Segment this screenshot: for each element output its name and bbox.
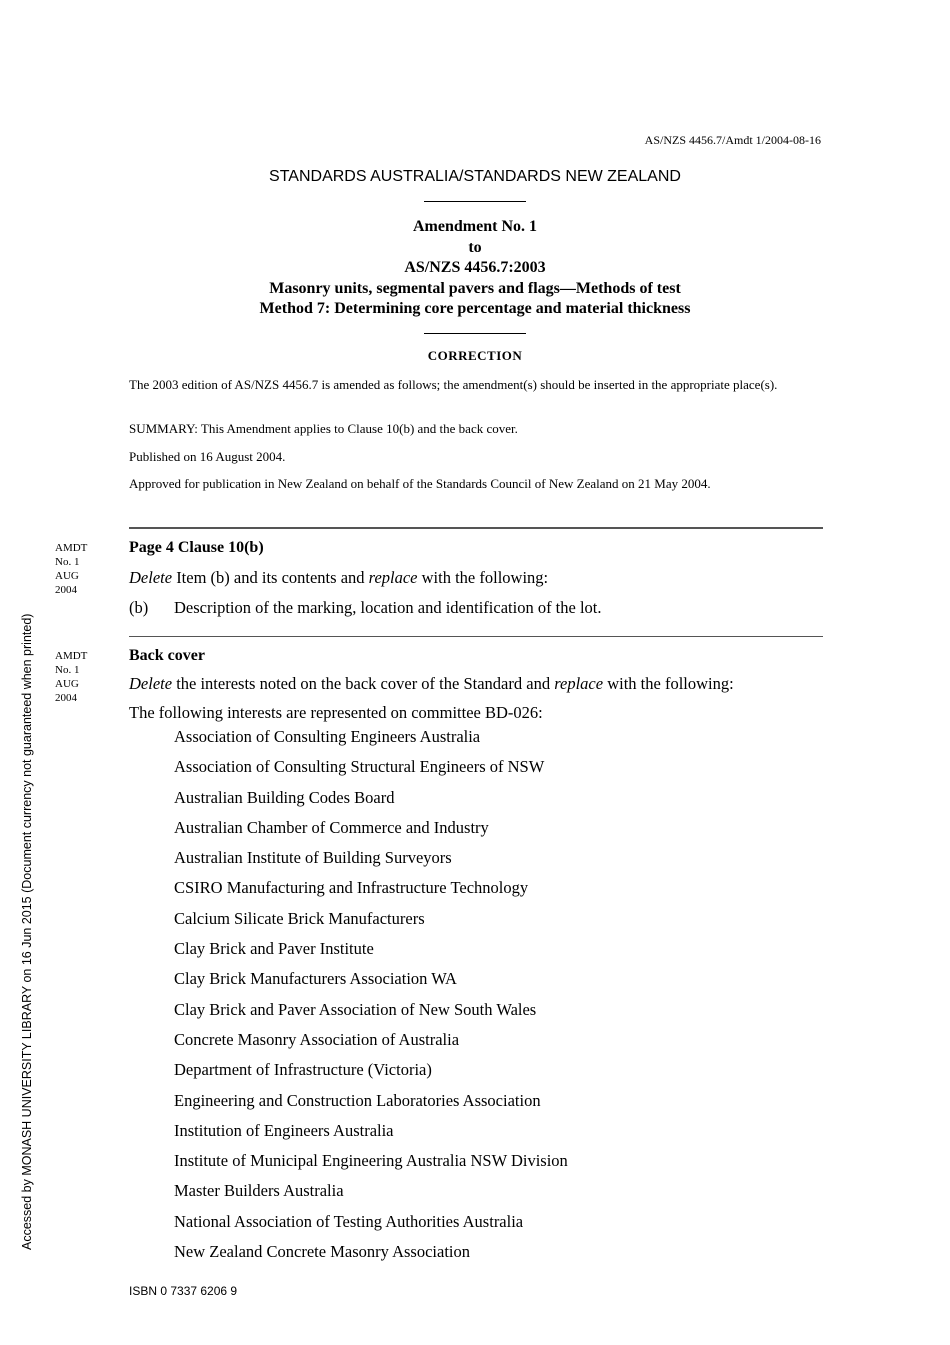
instruction-text: with the following: <box>417 568 549 587</box>
list-item: Australian Institute of Building Surveyors <box>174 848 452 868</box>
interests-list <box>174 727 568 1272</box>
list-item: CSIRO Manufacturing and Infrastructure Technology <box>174 878 529 898</box>
amdt-line: No. 1 <box>55 556 80 568</box>
method-title: Method 7: Determining core percentage and material thickness <box>259 300 691 317</box>
standard-title: Masonry units, segmental pavers and flags—Methods of test <box>269 280 681 297</box>
item-label: (b) <box>129 598 149 617</box>
instruction-text: the interests noted on the back cover of the Standard and <box>172 674 555 693</box>
section-heading-clause-10b: Page 4 Clause 10(b) <box>129 539 264 556</box>
replacement-item <box>129 598 602 618</box>
amendment-marker <box>55 649 87 705</box>
replace-word: replace <box>368 568 418 587</box>
delete-word: Delete <box>129 568 173 587</box>
amdt-line: AMDT <box>55 542 88 554</box>
heading-divider <box>424 333 526 334</box>
amdt-line: AUG <box>55 570 79 582</box>
approval-text: Approved for publication in New Zealand on behalf of the Standards Council of New Zealand on 21 May 2004. <box>129 476 711 491</box>
organization-title: STANDARDS AUSTRALIA/STANDARDS NEW ZEALAND <box>269 168 681 185</box>
amendment-instruction <box>129 568 548 588</box>
replace-word: replace <box>554 674 604 693</box>
amdt-line: AMDT <box>55 650 88 662</box>
list-item: Master Builders Australia <box>174 1181 344 1201</box>
list-item: Australian Building Codes Board <box>174 787 395 807</box>
list-item: New Zealand Concrete Masonry Association <box>174 1242 471 1262</box>
list-item: Clay Brick Manufacturers Association WA <box>174 969 457 989</box>
intro-paragraph: The 2003 edition of AS/NZS 4456.7 is amended as follows; the amendment(s) should be inserted in the appropriate place(s). <box>129 377 778 392</box>
amendment-number: Amendment No. 1 <box>413 218 537 235</box>
correction-label: CORRECTION <box>427 348 523 363</box>
list-item: Association of Consulting Structural Engineers of NSW <box>174 757 545 777</box>
list-item: Calcium Silicate Brick Manufacturers <box>174 908 425 928</box>
isbn-number: ISBN 0 7337 6206 9 <box>129 1284 238 1298</box>
access-watermark: Accessed by MONASH UNIVERSITY LIBRARY on 16 Jun 2015 (Document currency not guaranteed when printed) <box>20 613 34 1250</box>
section-divider <box>129 527 823 529</box>
list-item: Clay Brick and Paver Association of New South Wales <box>174 999 537 1019</box>
summary-text: SUMMARY: This Amendment applies to Clause 10(b) and the back cover. <box>129 421 518 436</box>
list-item: Association of Consulting Engineers Australia <box>174 727 481 746</box>
list-item: Clay Brick and Paver Institute <box>174 939 374 959</box>
list-item: Concrete Masonry Association of Australia <box>174 1029 460 1049</box>
list-item: Department of Infrastructure (Victoria) <box>174 1060 432 1080</box>
document-reference: AS/NZS 4456.7/Amdt 1/2004-08-16 <box>644 133 821 147</box>
title-divider <box>424 201 526 202</box>
committee-intro: The following interests are represented on committee BD-026: <box>129 703 543 722</box>
amdt-line: 2004 <box>55 584 77 596</box>
amdt-line: No. 1 <box>55 664 80 676</box>
list-item: Australian Chamber of Commerce and Industry <box>174 817 489 837</box>
item-text: Description of the marking, location and identification of the lot. <box>174 598 602 617</box>
list-item: National Association of Testing Authorities Australia <box>174 1211 524 1231</box>
instruction-text: Item (b) and its contents and <box>172 568 369 587</box>
list-item: Institute of Municipal Engineering Australia NSW Division <box>174 1151 568 1171</box>
list-item: Institution of Engineers Australia <box>174 1120 394 1140</box>
list-item: Engineering and Construction Laboratories Association <box>174 1090 541 1110</box>
standard-number: AS/NZS 4456.7:2003 <box>404 259 546 276</box>
heading-to: to <box>468 239 482 256</box>
published-date: Published on 16 August 2004. <box>129 449 286 464</box>
delete-word: Delete <box>129 674 173 693</box>
amendment-instruction <box>129 674 734 694</box>
amdt-line: AUG <box>55 678 79 690</box>
section-divider <box>129 636 823 637</box>
amdt-line: 2004 <box>55 692 77 704</box>
section-heading-back-cover: Back cover <box>129 647 205 664</box>
amendment-marker <box>55 541 87 597</box>
instruction-text: with the following: <box>603 674 734 693</box>
